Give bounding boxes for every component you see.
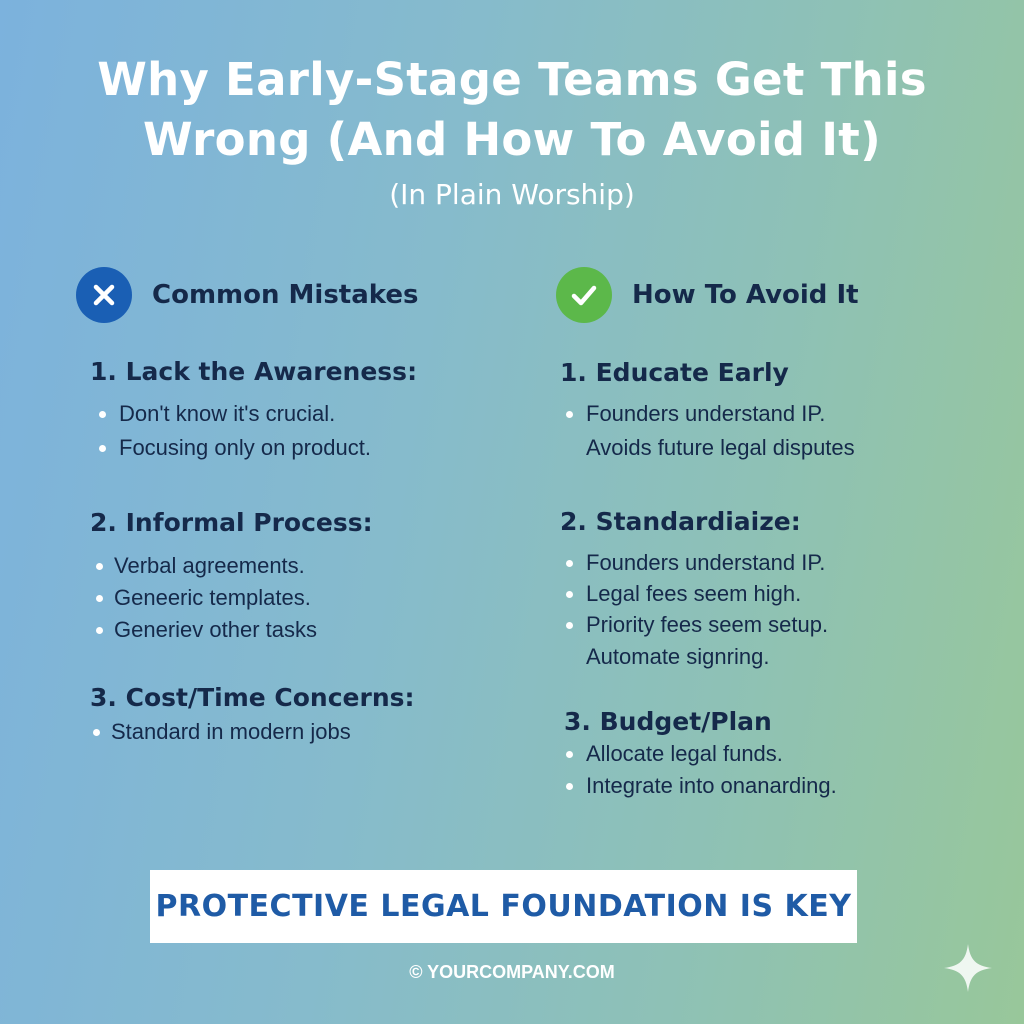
mistake-section-title: 3. Cost/Time Concerns: [90, 683, 415, 712]
mistake-item: Don't know it's crucial. [119, 401, 336, 426]
mistake-item: Verbal agreements. [114, 553, 305, 578]
avoid-section-title: 3. Budget/Plan [564, 707, 772, 736]
x-circle-icon [76, 267, 132, 323]
sparkle-icon [942, 942, 994, 994]
avoid-section-title: 2. Standardiaize: [560, 507, 801, 536]
key-message-banner [150, 870, 857, 943]
bullet [96, 595, 103, 602]
mistake-item: Focusing only on product. [119, 435, 371, 460]
banner-text: PROTECTIVE LEGAL FOUNDATION IS KEY [155, 889, 852, 924]
mistakes-heading: Common Mistakes [152, 280, 419, 310]
footer-copyright: © YOURCOMPANY.COM [409, 962, 615, 982]
avoid-item: Legal fees seem high. [586, 581, 802, 606]
mistake-item: Geneeric templates. [114, 585, 311, 610]
bullet [99, 411, 106, 418]
mistake-section-title: 1. Lack the Awareness: [90, 357, 418, 386]
avoid-item: Priority fees seem setup. [586, 612, 829, 637]
mistake-item: Standard in modern jobs [111, 719, 351, 744]
avoid-item: Allocate legal funds. [586, 741, 783, 766]
avoid-item: Integrate into onanarding. [586, 773, 837, 798]
avoid-item: Avoids future legal disputes [586, 435, 855, 460]
title-line-2: Wrong (And How To Avoid It) [143, 113, 881, 166]
bullet [96, 627, 103, 634]
avoid-item: Automate signring. [586, 644, 770, 669]
avoid-item: Founders understand IP. [586, 401, 826, 426]
avoid-heading: How To Avoid It [632, 280, 859, 310]
bullet [566, 560, 573, 567]
mistakes-column-header [76, 267, 419, 323]
bullet [566, 783, 573, 790]
avoid-item: Founders understand IP. [586, 550, 826, 575]
mistake-item: Generiev other tasks [114, 617, 317, 642]
bullet [566, 622, 573, 629]
bullet [566, 411, 573, 418]
bullet [99, 445, 106, 452]
bullet [566, 591, 573, 598]
page-subtitle: (In Plain Worship) [389, 178, 635, 211]
check-circle-icon [556, 267, 612, 323]
avoid-section-title: 1. Educate Early [560, 358, 789, 387]
bullet [566, 751, 573, 758]
mistake-section-title: 2. Informal Process: [90, 508, 373, 537]
title-line-1: Why Early-Stage Teams Get This [97, 53, 927, 106]
page-title [0, 50, 1024, 170]
bullet [93, 729, 100, 736]
bullet [96, 563, 103, 570]
avoid-column-header [556, 267, 859, 323]
